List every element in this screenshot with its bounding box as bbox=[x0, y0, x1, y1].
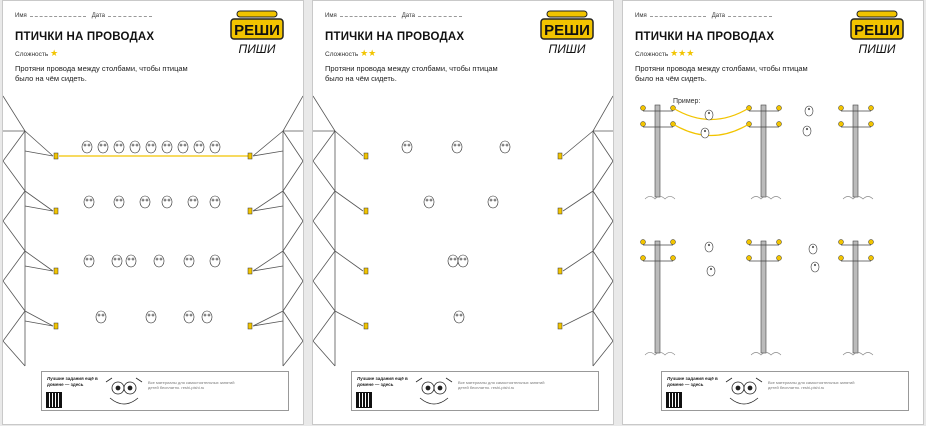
bird-icon bbox=[178, 141, 188, 153]
bird-icon bbox=[184, 255, 194, 267]
insulator-icon bbox=[747, 256, 752, 261]
insulator-icon bbox=[777, 256, 782, 261]
logo-text-top: РЕШИ bbox=[234, 22, 280, 39]
insulator-icon bbox=[641, 240, 646, 245]
towers-art bbox=[313, 1, 614, 425]
insulator-icon bbox=[558, 323, 562, 329]
insulator-icon bbox=[54, 323, 58, 329]
qr-code-icon bbox=[667, 393, 681, 407]
pole-icon bbox=[761, 241, 766, 353]
insulator-icon bbox=[248, 208, 252, 214]
footer-side-text: Все материалы для самостоятельных занятий детей бесплатно. reshi-pishi.ru bbox=[458, 380, 545, 390]
star-icon: ★★★ bbox=[670, 48, 695, 58]
insulator-icon bbox=[54, 268, 58, 274]
insulator-icon bbox=[558, 268, 562, 274]
qr-code-icon bbox=[47, 393, 61, 407]
worksheet-title: ПТИЧКИ НА ПРОВОДАХ bbox=[15, 31, 155, 43]
pole-icon bbox=[853, 241, 858, 353]
insulator-icon bbox=[558, 208, 562, 214]
pole-icon bbox=[853, 105, 858, 197]
footer-text: Лучшие задания ещё в домене — здесь bbox=[667, 376, 718, 387]
difficulty-label: Сложность bbox=[15, 51, 49, 58]
insulator-icon bbox=[248, 153, 252, 159]
insulator-icon bbox=[747, 240, 752, 245]
bird-icon bbox=[188, 196, 198, 208]
towers-art bbox=[3, 1, 304, 425]
pole-icon bbox=[655, 241, 660, 353]
worksheet-medium bbox=[312, 0, 614, 425]
bird-icon bbox=[162, 196, 172, 208]
bird-icon bbox=[184, 311, 194, 323]
insulator-icon bbox=[839, 122, 844, 127]
worksheet-title: ПТИЧКИ НА ПРОВОДАХ bbox=[635, 31, 775, 43]
logo-text-bottom: ПИШИ bbox=[238, 42, 276, 56]
name-label: Имя bbox=[635, 13, 647, 19]
date-label: Дата bbox=[711, 13, 725, 19]
difficulty-label: Сложность bbox=[635, 51, 669, 58]
bird-icon bbox=[146, 141, 156, 153]
bird-icon bbox=[210, 255, 220, 267]
difficulty-label: Сложность bbox=[325, 51, 359, 58]
logo-text-bottom: ПИШИ bbox=[858, 42, 896, 56]
insulator-icon bbox=[364, 208, 368, 214]
pole-icon bbox=[655, 105, 660, 197]
insulator-icon bbox=[839, 106, 844, 111]
bird-icon bbox=[112, 255, 122, 267]
name-label: Имя bbox=[325, 13, 337, 19]
footer-promo bbox=[661, 371, 909, 411]
bird-icon bbox=[126, 255, 136, 267]
insulator-icon bbox=[777, 240, 782, 245]
bird-icon bbox=[154, 255, 164, 267]
bird-icon bbox=[194, 141, 204, 153]
insulator-icon bbox=[671, 256, 676, 261]
bird-icon bbox=[458, 255, 468, 267]
footer-side-text: Все материалы для самостоятельных занятий детей бесплатно. reshi-pishi.ru bbox=[768, 380, 855, 390]
logo-text-bottom: ПИШИ bbox=[548, 42, 586, 56]
bird-icon bbox=[454, 311, 464, 323]
example-wire bbox=[673, 124, 749, 136]
insulator-icon bbox=[839, 256, 844, 261]
insulator-icon bbox=[248, 323, 252, 329]
bird-icon bbox=[96, 311, 106, 323]
insulator-icon bbox=[54, 153, 58, 159]
star-icon: ★ bbox=[50, 48, 59, 58]
bird-icon bbox=[448, 255, 458, 267]
insulator-icon bbox=[641, 256, 646, 261]
mascot-icon bbox=[722, 374, 766, 410]
bird-icon bbox=[402, 141, 412, 153]
name-label: Имя bbox=[15, 13, 27, 19]
bird-icon bbox=[707, 266, 715, 276]
logo-text-top: РЕШИ bbox=[544, 22, 590, 39]
bird-icon bbox=[705, 110, 713, 120]
bird-icon bbox=[705, 242, 713, 252]
bird-icon bbox=[140, 196, 150, 208]
mascot-icon bbox=[412, 374, 456, 410]
insulator-icon bbox=[641, 106, 646, 111]
footer-text: Лучшие задания ещё в домене — здесь bbox=[357, 376, 408, 387]
insulator-icon bbox=[777, 106, 782, 111]
instructions: Протяни провода между столбами, чтобы птицам было на чём сидеть. bbox=[15, 64, 188, 83]
instructions: Протяни провода между столбами, чтобы птицам было на чём сидеть. bbox=[325, 64, 498, 83]
bird-icon bbox=[424, 196, 434, 208]
worksheet-title: ПТИЧКИ НА ПРОВОДАХ bbox=[325, 31, 465, 43]
pole-icon bbox=[761, 105, 766, 197]
logo-text-top: РЕШИ bbox=[854, 22, 900, 39]
bird-icon bbox=[202, 311, 212, 323]
insulator-icon bbox=[777, 122, 782, 127]
bird-icon bbox=[84, 196, 94, 208]
bird-icon bbox=[210, 141, 220, 153]
bird-icon bbox=[162, 141, 172, 153]
bird-icon bbox=[500, 141, 510, 153]
insulator-icon bbox=[671, 240, 676, 245]
bird-icon bbox=[811, 262, 819, 272]
insulator-icon bbox=[869, 256, 874, 261]
insulator-icon bbox=[869, 240, 874, 245]
bird-icon bbox=[210, 196, 220, 208]
insulator-icon bbox=[364, 323, 368, 329]
footer-promo bbox=[41, 371, 289, 411]
bird-icon bbox=[452, 141, 462, 153]
bird-icon bbox=[84, 255, 94, 267]
bird-icon bbox=[803, 126, 811, 136]
example-label: Пример: bbox=[673, 98, 701, 105]
mascot-icon bbox=[102, 374, 146, 410]
footer-promo bbox=[351, 371, 599, 411]
insulator-icon bbox=[641, 122, 646, 127]
date-label: Дата bbox=[401, 13, 415, 19]
bird-icon bbox=[805, 106, 813, 116]
worksheet-hard bbox=[622, 0, 924, 425]
bird-icon bbox=[114, 141, 124, 153]
star-icon: ★★ bbox=[360, 48, 377, 58]
insulator-icon bbox=[869, 106, 874, 111]
footer-side-text: Все материалы для самостоятельных занятий детей бесплатно. reshi-pishi.ru bbox=[148, 380, 235, 390]
insulator-icon bbox=[839, 240, 844, 245]
insulator-icon bbox=[869, 122, 874, 127]
qr-code-icon bbox=[357, 393, 371, 407]
bird-icon bbox=[114, 196, 124, 208]
date-label: Дата bbox=[91, 13, 105, 19]
bird-icon bbox=[701, 128, 709, 138]
bird-icon bbox=[98, 141, 108, 153]
bird-icon bbox=[809, 244, 817, 254]
footer-text: Лучшие задания ещё в домене — здесь bbox=[47, 376, 98, 387]
insulator-icon bbox=[248, 268, 252, 274]
bird-icon bbox=[146, 311, 156, 323]
insulator-icon bbox=[364, 268, 368, 274]
worksheet-easy bbox=[2, 0, 304, 425]
insulator-icon bbox=[54, 208, 58, 214]
bird-icon bbox=[488, 196, 498, 208]
bird-icon bbox=[130, 141, 140, 153]
insulator-icon bbox=[558, 153, 562, 159]
insulator-icon bbox=[364, 153, 368, 159]
instructions: Протяни провода между столбами, чтобы птицам было на чём сидеть. bbox=[635, 64, 808, 83]
bird-icon bbox=[82, 141, 92, 153]
poles-art bbox=[623, 1, 924, 425]
